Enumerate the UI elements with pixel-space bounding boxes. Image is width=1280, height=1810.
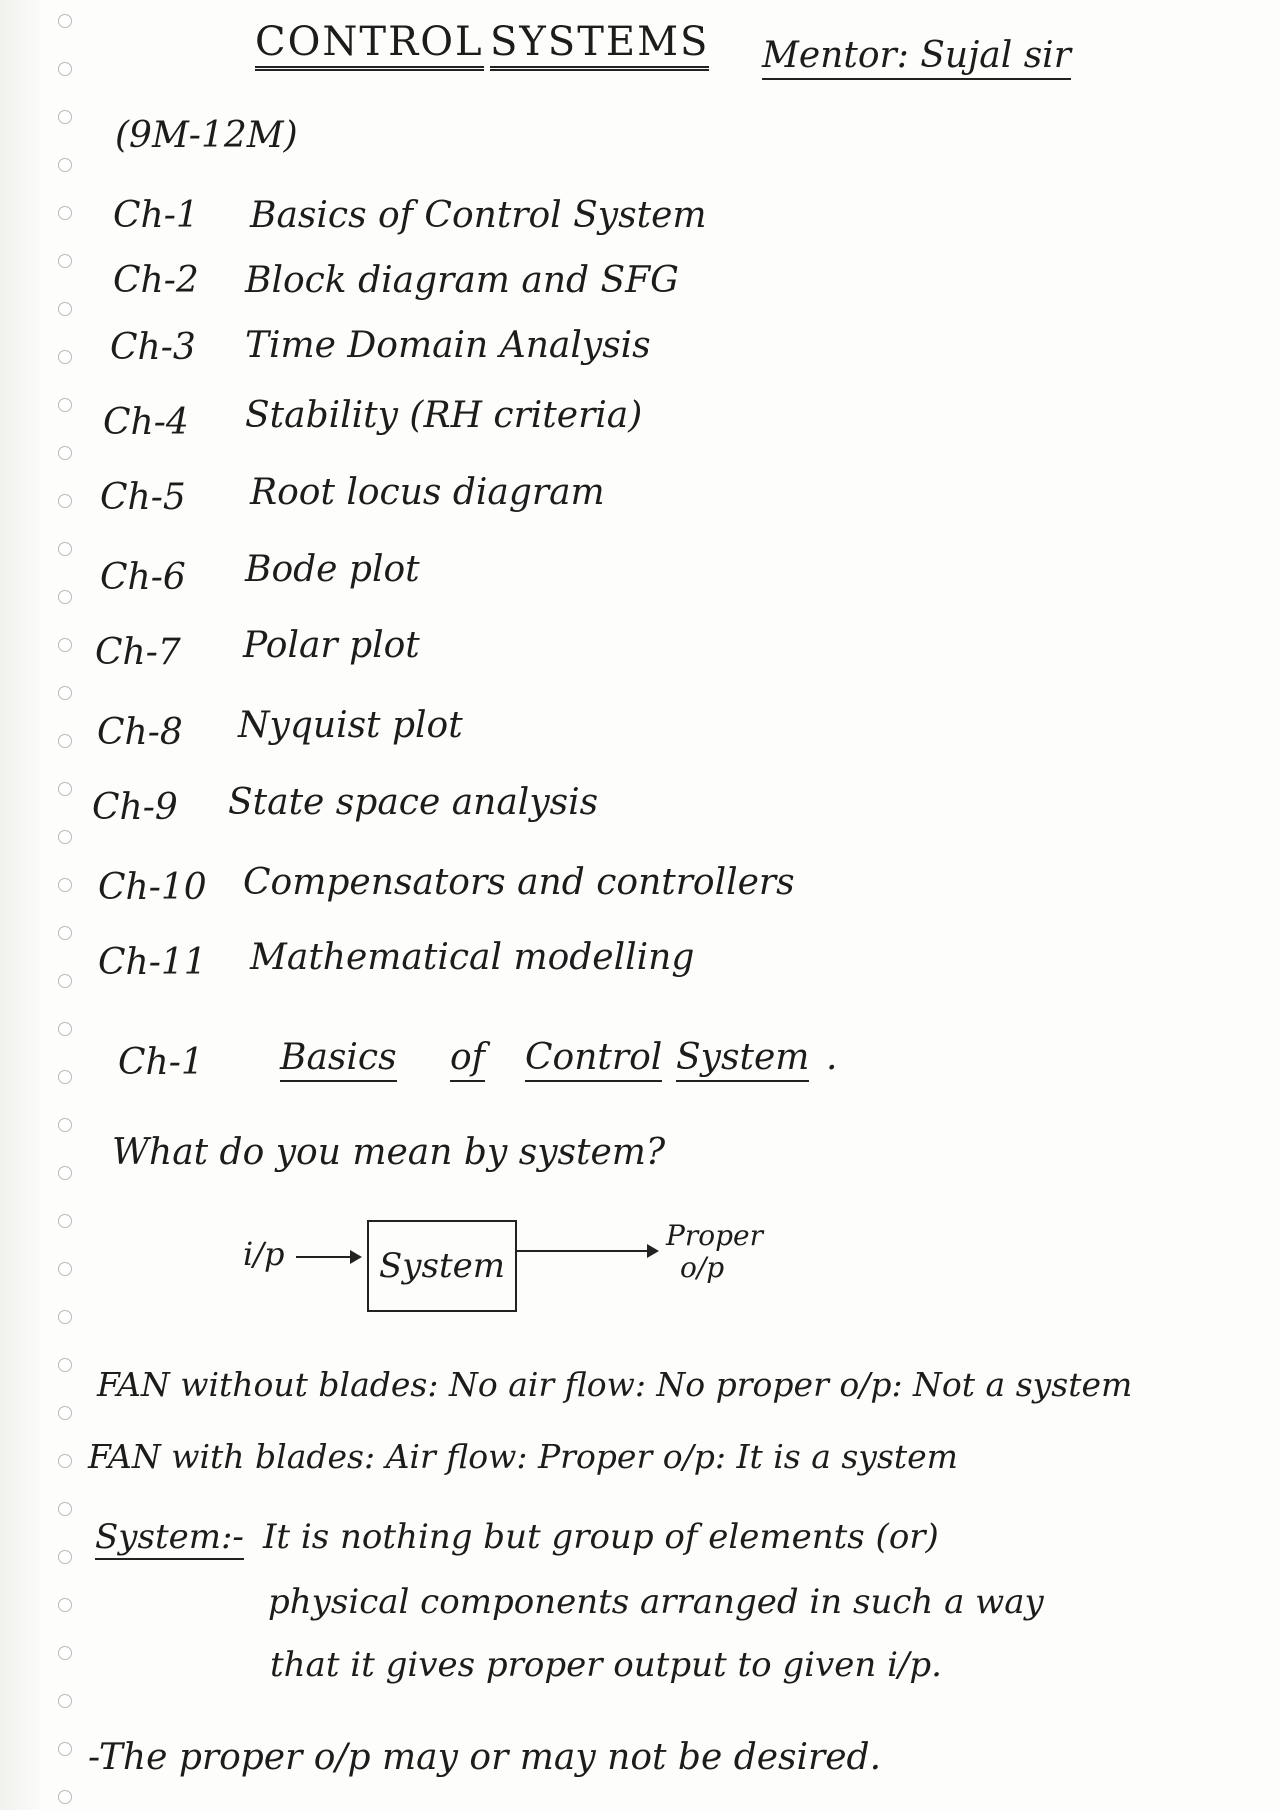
- title-systems: SYSTEMS: [490, 22, 709, 71]
- chapter-number: Ch-10: [98, 867, 207, 908]
- chapter-name: Nyquist plot: [238, 705, 463, 746]
- binder-hole: [58, 1742, 72, 1756]
- section-word: System: [676, 1040, 809, 1082]
- diagram-output-label: Proper: [666, 1219, 763, 1252]
- chapter-number: Ch-11: [98, 942, 207, 983]
- diagram-output-label: o/p: [680, 1251, 725, 1284]
- marks-range: (9M-12M): [115, 115, 298, 156]
- binder-hole: [58, 782, 72, 796]
- chapter-name: State space analysis: [228, 782, 599, 823]
- binder-hole: [58, 254, 72, 268]
- binder-hole: [58, 350, 72, 364]
- binder-hole: [58, 1070, 72, 1084]
- binder-hole: [58, 1790, 72, 1804]
- chapter-number: Ch-6: [100, 557, 186, 598]
- binder-hole: [58, 1598, 72, 1612]
- binder-hole: [58, 830, 72, 844]
- binder-hole: [58, 62, 72, 76]
- chapter-number: Ch-2: [113, 260, 199, 301]
- note-line: -The proper o/p may or may not be desired.: [88, 1737, 882, 1778]
- binder-hole: [58, 1502, 72, 1516]
- chapter-name: Root locus diagram: [250, 472, 605, 513]
- binder-hole: [58, 1646, 72, 1660]
- definition-line: physical components arranged in such a way: [268, 1582, 1044, 1622]
- binder-hole: [58, 398, 72, 412]
- binder-hole: [58, 302, 72, 316]
- section-chapter-number: Ch-1: [118, 1042, 204, 1083]
- binder-hole: [58, 446, 72, 460]
- chapter-number: Ch-5: [100, 477, 186, 518]
- chapter-name: Stability (RH criteria): [245, 395, 643, 436]
- definition-line: It is nothing but group of elements (or): [263, 1517, 939, 1557]
- binder-hole: [58, 110, 72, 124]
- section-period: .: [826, 1037, 838, 1078]
- diagram-input-label: i/p: [243, 1235, 285, 1273]
- definition-term: System:-: [95, 1520, 244, 1560]
- binder-hole: [58, 734, 72, 748]
- chapter-name: Polar plot: [243, 625, 420, 666]
- binder-hole: [58, 1310, 72, 1324]
- binder-hole: [58, 686, 72, 700]
- binder-hole: [58, 1118, 72, 1132]
- binder-hole: [58, 1358, 72, 1372]
- section-word: Basics: [280, 1040, 397, 1082]
- section-word: of: [450, 1040, 485, 1082]
- title-control: CONTROL: [255, 22, 484, 71]
- binder-hole: [58, 1262, 72, 1276]
- chapter-number: Ch-4: [103, 402, 189, 443]
- question-text: What do you mean by system?: [112, 1132, 666, 1173]
- binder-hole: [58, 1406, 72, 1420]
- definition-line: that it gives proper output to given i/p.: [270, 1645, 942, 1685]
- example-line: FAN with blades: Air flow: Proper o/p: It is a system: [88, 1437, 958, 1476]
- binder-hole: [58, 1022, 72, 1036]
- section-word: Control: [525, 1040, 662, 1082]
- mentor-label: Mentor: Sujal sir: [762, 38, 1071, 80]
- binder-hole: [58, 1166, 72, 1180]
- binder-hole: [58, 494, 72, 508]
- binder-hole: [58, 542, 72, 556]
- chapter-name: Compensators and controllers: [243, 862, 795, 903]
- binder-hole: [58, 926, 72, 940]
- binder-hole: [58, 1454, 72, 1468]
- binder-hole: [58, 14, 72, 28]
- example-line: FAN without blades: No air flow: No proper o/p: Not a system: [97, 1365, 1133, 1404]
- system-block: System: [367, 1220, 517, 1312]
- chapter-name: Bode plot: [245, 549, 420, 590]
- chapter-number: Ch-1: [113, 195, 199, 236]
- chapter-number: Ch-9: [92, 787, 178, 828]
- binder-hole: [58, 638, 72, 652]
- chapter-number: Ch-8: [97, 712, 183, 753]
- binder-hole: [58, 206, 72, 220]
- chapter-name: Time Domain Analysis: [245, 325, 651, 366]
- binder-hole: [58, 974, 72, 988]
- chapter-name: Mathematical modelling: [250, 937, 695, 978]
- binder-hole: [58, 1694, 72, 1708]
- binder-hole: [58, 1550, 72, 1564]
- input-arrow: [296, 1256, 360, 1258]
- binder-hole: [58, 158, 72, 172]
- binder-hole: [58, 590, 72, 604]
- binder-hole: [58, 1214, 72, 1228]
- chapter-number: Ch-3: [110, 327, 196, 368]
- binder-hole: [58, 878, 72, 892]
- chapter-number: Ch-7: [95, 632, 181, 673]
- page-margin: [0, 0, 40, 1810]
- chapter-name: Basics of Control System: [250, 195, 707, 236]
- chapter-name: Block diagram and SFG: [245, 260, 679, 301]
- output-arrow: [517, 1250, 657, 1252]
